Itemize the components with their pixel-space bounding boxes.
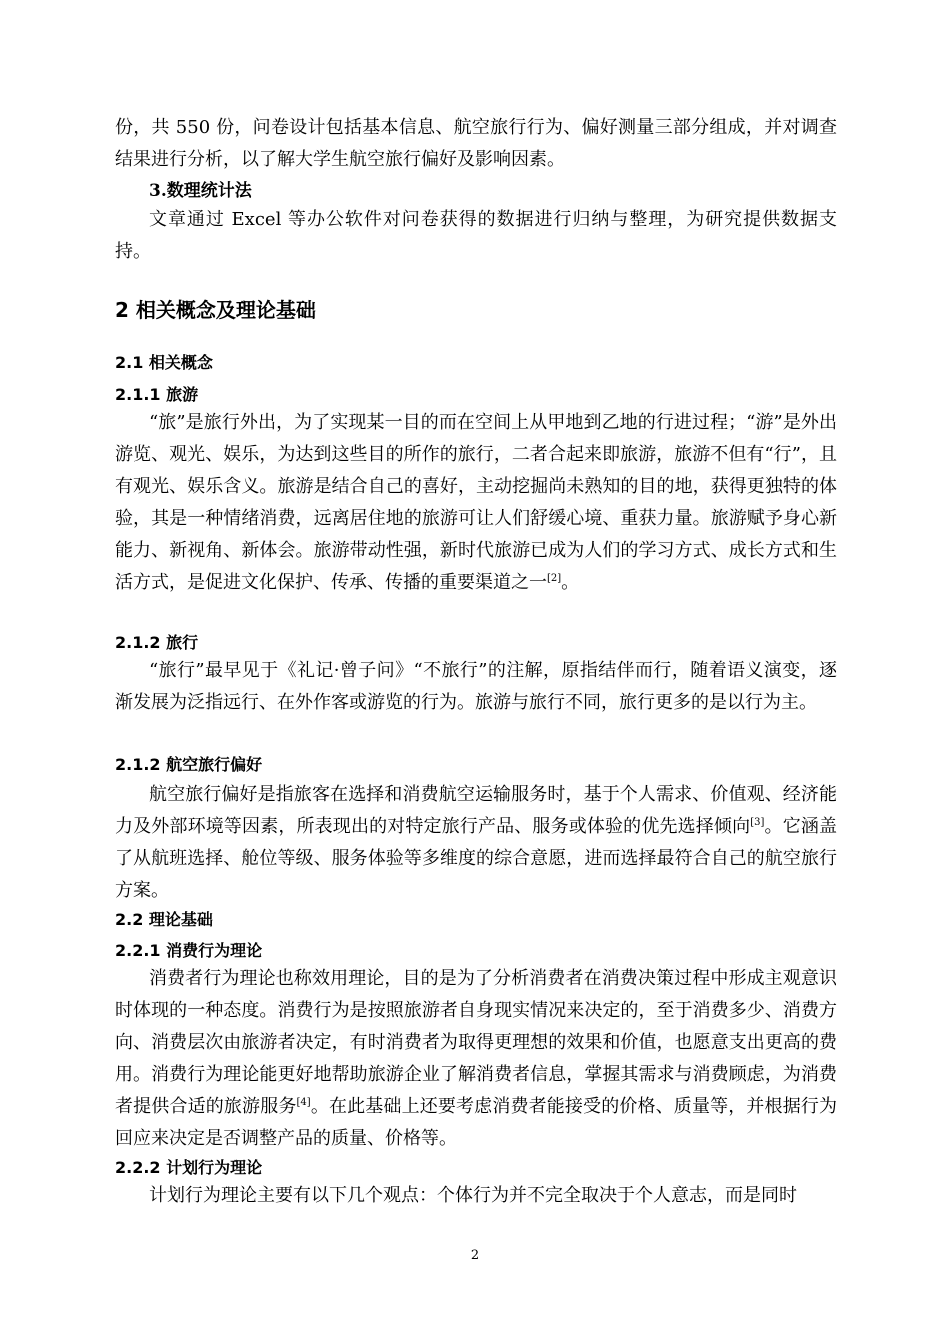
paragraph-tourism-text: “旅”是旅行外出，为了实现某一目的而在空间上从甲地到乙地的行进过程；“游”是外出游览、观光、娱乐，为达到这些目的所作的旅行，二者合起来即旅游，旅游不但有“行”，且有观光、娱乐含义。旅游是结合自己的喜好，主动挖掘尚未熟知的目的地，获得更独特的体验，其是一种情绪消费，远离居住地的旅游可让人们舒缓心境、重获力量。旅游赋予身心新能力、新视角、新体会。旅游带动性强，新时代旅游已成为人们的学习方式、成长方式和生活方式，是促进文化保护、传承、传播的重要渠道之一 <box>115 412 837 593</box>
paragraph-air-text-a: 航空旅行偏好是指旅客在选择和消费航空运输服务时，基于个人需求、价值观、经济能力及外部环境等因素，所表现出的对特定旅行产品、服务或体验的优先选择倾向 <box>115 784 837 837</box>
paragraph-travel: “旅行”最早见于《礼记·曾子问》“不旅行”的注解，原指结伴而行，随着语义演变，逐渐发展为泛指远行、在外作客或游览的行为。旅游与旅行不同，旅行更多的是以行为主。 <box>115 660 837 713</box>
citation-4: [4] <box>296 1097 311 1108</box>
page-number: 2 <box>470 1248 480 1263</box>
heading-2-1-1: 2.1.1 旅游 <box>115 385 199 404</box>
citation-2: [2] <box>547 573 562 584</box>
heading-2-2-2: 2.2.2 计划行为理论 <box>115 1158 263 1177</box>
paragraph-air-travel-preference <box>115 779 837 907</box>
paragraph-planned-behavior: 计划行为理论主要有以下几个观点：个体行为并不完全取决于个人意志，而是同时 <box>149 1185 797 1206</box>
paragraph-consumer-text-b: 。在此基础上还要考虑消费者能接受的价格、质量等，并根据行为回应来决定是否调整产品的质量、价格等。 <box>115 1096 838 1149</box>
paragraph-survey: 份，共 550 份，问卷设计包括基本信息、航空旅行行为、偏好测量三部分组成，并对调查结果进行分析，以了解大学生航空旅行偏好及影响因素。 <box>115 117 837 170</box>
heading-2-2: 2.2 理论基础 <box>115 910 213 929</box>
heading-2-1-2-air-travel-preference: 2.1.2 航空旅行偏好 <box>115 755 263 774</box>
heading-2-2-1: 2.2.1 消费行为理论 <box>115 941 263 960</box>
paragraph-tourism <box>115 407 837 599</box>
paragraph-air-text-b: 。它涵盖了从航班选择、舱位等级、服务体验等多维度的综合意愿，进而选择最符合自己的航空旅行方案。 <box>115 816 838 901</box>
paragraph-consumer-behavior <box>115 963 837 1155</box>
paragraph-consumer-text-a: 消费者行为理论也称效用理论，目的是为了分析消费者在消费决策过程中形成主观意识时体现的一种态度。消费行为是按照旅游者自身现实情况来决定的，至于消费多少、消费方向、消费层次由旅游者决定，有时消费者为取得更理想的效果和价值，也愿意支出更高的费用。消费行为理论能更好地帮助旅游企业了解消费者信息，掌握其需求与消费顾虑，为消费者提供合适的旅游服务 <box>115 968 837 1117</box>
heading-2-1-2-travel: 2.1.2 旅行 <box>115 633 199 652</box>
subheading-statistics-method: 3.数理统计法 <box>149 181 252 201</box>
heading-2-1: 2.1 相关概念 <box>115 353 213 372</box>
paragraph-tourism-end: 。 <box>561 572 580 593</box>
paragraph-excel: 文章通过 Excel 等办公软件对问卷获得的数据进行归纳与整理，为研究提供数据支持。 <box>115 209 837 262</box>
heading-chapter-2: 2 相关概念及理论基础 <box>115 298 316 322</box>
citation-3: [3] <box>750 817 765 828</box>
